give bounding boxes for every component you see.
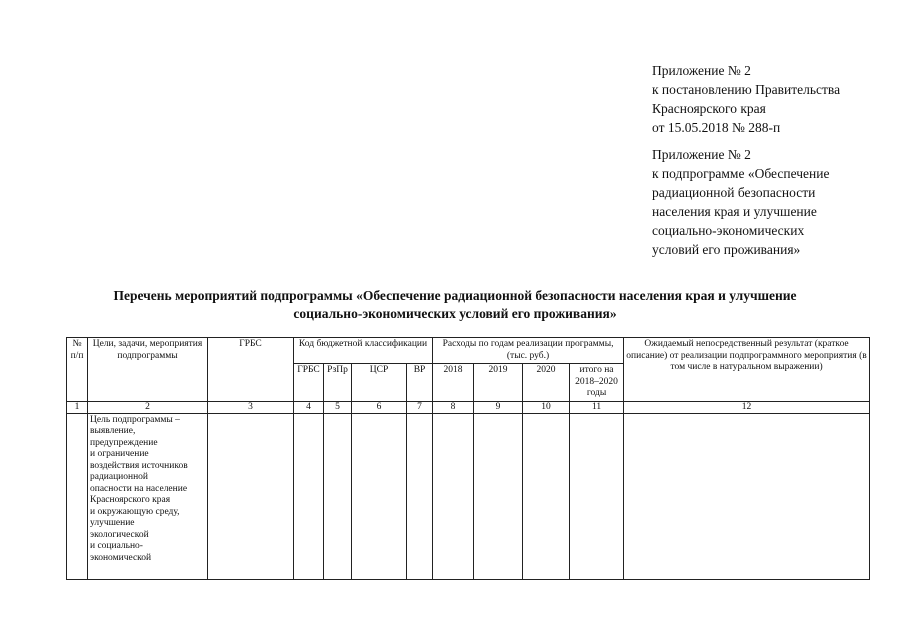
cell-result bbox=[624, 413, 870, 579]
column-number: 8 bbox=[433, 401, 474, 413]
goal-line: и ограничение bbox=[90, 449, 149, 459]
goal-line: Красноярского края bbox=[90, 495, 171, 505]
goal-line: выявление, bbox=[90, 426, 136, 436]
annex-line: Приложение № 2 bbox=[652, 63, 751, 78]
column-number: 2 bbox=[88, 401, 208, 413]
cell-goal bbox=[88, 413, 208, 579]
annex-header-resolution bbox=[652, 61, 840, 137]
subheader-2018: 2018 bbox=[433, 364, 474, 402]
subheader-vr: ВР bbox=[407, 364, 433, 402]
cell-vr bbox=[407, 413, 433, 579]
goal-line: опасности на население bbox=[90, 483, 188, 494]
subheader-csr: ЦСР bbox=[352, 364, 407, 402]
goal-line: предупреждение bbox=[90, 437, 158, 448]
annex-line: населения края и улучшение bbox=[652, 204, 817, 219]
annex-line: к подпрограмме «Обеспечение bbox=[652, 166, 830, 181]
annex-line: условий его проживания» bbox=[652, 242, 801, 257]
header-num: № п/п bbox=[67, 338, 88, 402]
table-header-row bbox=[67, 338, 870, 364]
column-number: 7 bbox=[407, 401, 433, 413]
header-budget-code: Код бюджетной классификации bbox=[294, 338, 433, 364]
goal-line: Цель подпрограммы – bbox=[90, 414, 180, 425]
cell-2018 bbox=[433, 413, 474, 579]
goal-line: экономической bbox=[90, 552, 152, 563]
cell-code-grbs bbox=[294, 413, 324, 579]
annex-line: Красноярского края bbox=[652, 101, 766, 116]
subheader-rzpr: РзПр bbox=[324, 364, 352, 402]
column-number: 12 bbox=[624, 401, 870, 413]
cell-2020 bbox=[523, 413, 570, 579]
annex-line: социально-экономических bbox=[652, 223, 805, 238]
table-row bbox=[67, 413, 870, 579]
annex-line: радиационной безопасности bbox=[652, 185, 816, 200]
annex-header-subprogram bbox=[652, 145, 829, 259]
column-number: 6 bbox=[352, 401, 407, 413]
column-number: 1 bbox=[67, 401, 88, 413]
goal-line: экологической bbox=[90, 529, 149, 540]
header-expenses: Расходы по годам реализации программы, (тыс. руб.) bbox=[433, 338, 624, 364]
cell-grbs bbox=[208, 413, 294, 579]
header-result: Ожидаемый непосредственный результат (краткое описание) от реализации подпрограммного мероприятия (в том числе в натуральном выражении) bbox=[624, 338, 870, 402]
header-goals: Цели, задачи, мероприятия подпрограммы bbox=[88, 338, 208, 402]
goal-line: и социально- bbox=[90, 541, 143, 551]
column-number: 11 bbox=[570, 401, 624, 413]
activities-table bbox=[66, 337, 870, 580]
goal-line: и окружающую среду, bbox=[90, 506, 180, 517]
goal-line: радиационной bbox=[90, 472, 149, 482]
annex-line: к постановлению Правительства bbox=[652, 82, 841, 97]
column-number: 4 bbox=[294, 401, 324, 413]
column-number: 3 bbox=[208, 401, 294, 413]
title-line: социально-экономических условий его проживания» bbox=[293, 306, 617, 321]
column-number-row bbox=[67, 401, 870, 413]
goal-line: улучшение bbox=[90, 518, 135, 528]
subheader-grbs: ГРБС bbox=[294, 364, 324, 402]
cell-csr bbox=[352, 413, 407, 579]
cell-rzpr bbox=[324, 413, 352, 579]
cell-total bbox=[570, 413, 624, 579]
column-number: 10 bbox=[523, 401, 570, 413]
subheader-2019: 2019 bbox=[474, 364, 523, 402]
subheader-total: итого на 2018–2020 годы bbox=[570, 364, 624, 402]
annex-line: от 15.05.2018 № 288-п bbox=[652, 120, 781, 135]
title-line: Перечень мероприятий подпрограммы «Обеспечение радиационной безопасности населения края и улучшение bbox=[113, 288, 797, 303]
subheader-2020: 2020 bbox=[523, 364, 570, 402]
cell-2019 bbox=[474, 413, 523, 579]
document-title bbox=[60, 287, 850, 323]
goal-line: воздействия источников bbox=[90, 460, 188, 471]
header-grbs: ГРБС bbox=[208, 338, 294, 402]
column-number: 5 bbox=[324, 401, 352, 413]
column-number: 9 bbox=[474, 401, 523, 413]
annex-line: Приложение № 2 bbox=[652, 147, 751, 162]
cell-num bbox=[67, 413, 88, 579]
